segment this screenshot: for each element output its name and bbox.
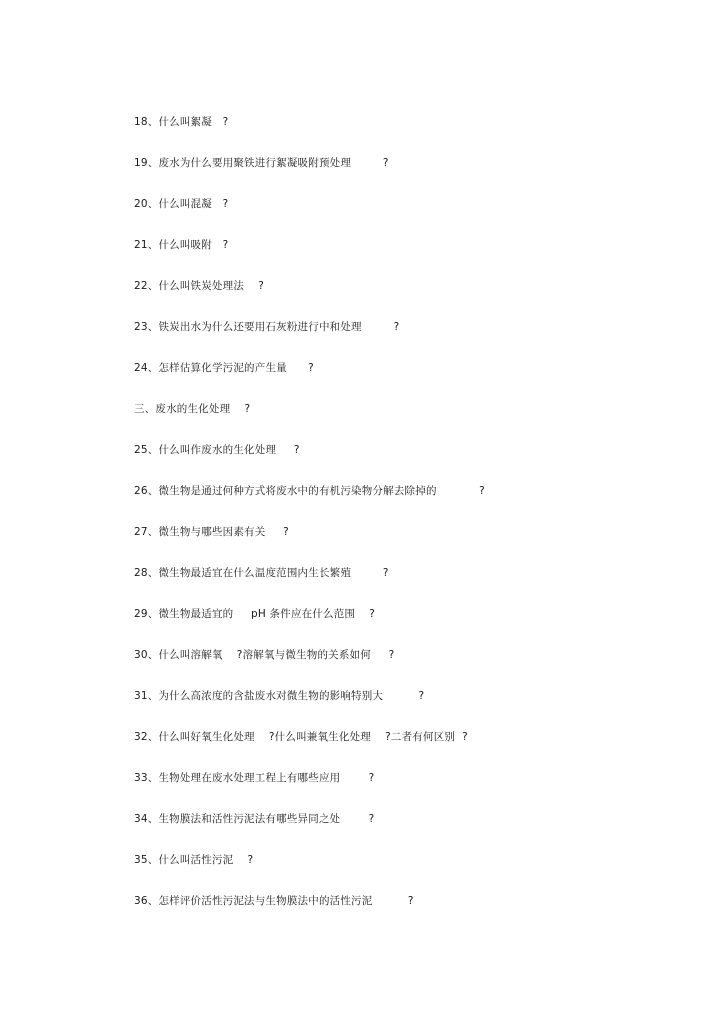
question-32: 32、什么叫好氧生化处理 ?什么叫兼氧生化处理 ?二者有何区别 ? (134, 731, 468, 743)
question-36: 36、怎样评价活性污泥法与生物膜法中的活性污泥 ? (134, 895, 414, 907)
question-22: 22、什么叫铁炭处理法 ? (134, 280, 264, 292)
question-23: 23、铁炭出水为什么还要用石灰粉进行中和处理 ? (134, 321, 400, 333)
question-31: 31、为什么高浓度的含盐废水对微生物的影响特别大 ? (134, 690, 425, 702)
question-28: 28、微生物最适宜在什么温度范围内生长繁殖 ? (134, 567, 389, 579)
question-19: 19、废水为什么要用聚铁进行絮凝吸附预处理 ? (134, 157, 389, 169)
question-list (134, 114, 694, 934)
question-35: 35、什么叫活性污泥 ? (134, 854, 254, 866)
question-33: 33、生物处理在废水处理工程上有哪些应用 ? (134, 772, 375, 784)
question-20: 20、什么叫混凝 ? (134, 198, 229, 210)
question-29: 29、微生物最适宜的 pH 条件应在什么范围 ? (134, 608, 376, 620)
question-24: 24、怎样估算化学污泥的产生量 ? (134, 362, 314, 374)
question-25: 25、什么叫作废水的生化处理 ? (134, 444, 300, 456)
question-21: 21、什么叫吸附 ? (134, 239, 229, 251)
question-34: 34、生物膜法和活性污泥法有哪些异同之处 ? (134, 813, 375, 825)
question-18: 18、什么叫絮凝 ? (134, 116, 229, 128)
question-26: 26、微生物是通过何种方式将废水中的有机污染物分解去除掉的 ? (134, 485, 485, 497)
question-27: 27、微生物与哪些因素有关 ? (134, 526, 289, 538)
section-heading-3: 三、废水的生化处理 ? (134, 403, 251, 415)
question-30: 30、什么叫溶解氧 ?溶解氧与微生物的关系如何 ? (134, 649, 395, 661)
